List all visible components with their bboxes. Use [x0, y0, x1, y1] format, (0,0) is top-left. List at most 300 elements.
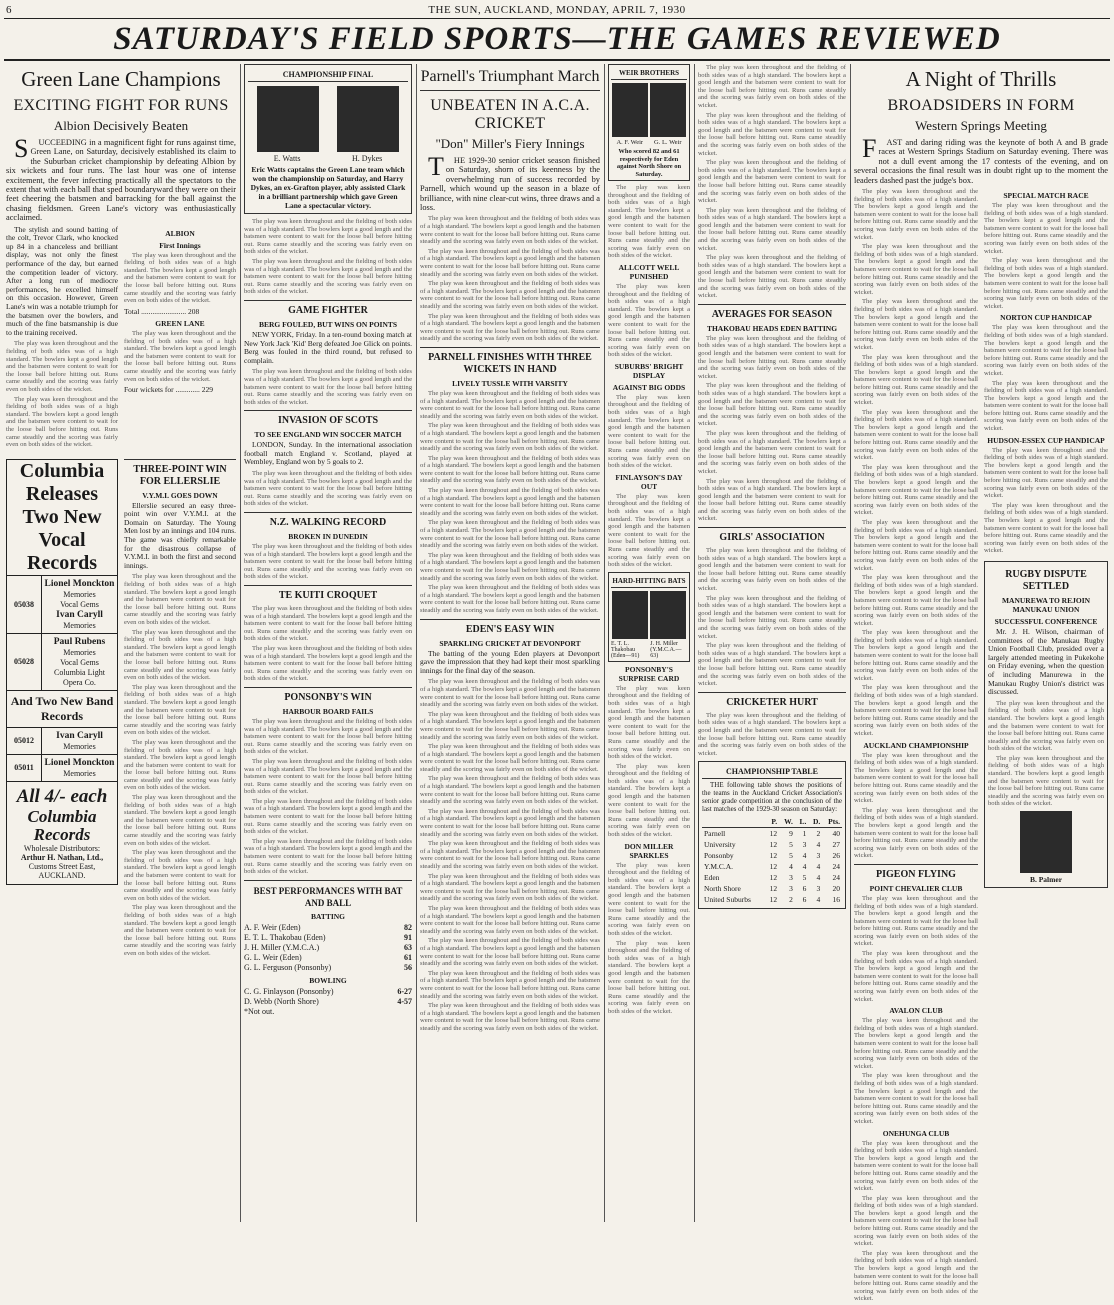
body-text: The play was keen throughout and the fielding of both sides was of a high standard. The bowlers kept a good length and the batsmen were content to wait for the loose ball before hitting out. Runs came steadily and the scoring was fairly even on both sides of the wicket.	[608, 492, 690, 569]
table-row	[702, 872, 842, 883]
table-cell: 4	[802, 851, 807, 861]
table-cell: 6	[802, 895, 807, 905]
photo-thakobau	[612, 591, 648, 639]
record-number: 05028	[7, 634, 42, 690]
body-text: The play was keen throughout and the fielding of both sides was of a high standard. The bowlers kept a good length and the batsmen were content to wait for the loose ball before hitting out. Runs came steadily and the scoring was fairly even on both sides of the wicket.	[698, 547, 846, 593]
body-text: The play was keen throughout and the fielding of both sides was of a high standard. The bowlers kept a good length and the batsmen were content to wait for the loose ball before hitting out. Runs came steadily and the scoring was fairly even on both sides of the wicket.	[608, 939, 690, 1015]
body-text: The play was keen throughout and the fielding of both sides was of a high standard. The bowlers kept a good length and the batsmen were content to wait for the loose ball before hitting out. Runs came steadily and the scoring was fairly even on both sides of the wicket.	[854, 353, 978, 407]
parnell-finish-headline: PARNELL FINISHES WITH THREE WICKETS IN HAND	[428, 351, 592, 375]
body-text: The play was keen throughout and the fielding of both sides was of a high standard. The bowlers kept a good length and the batsmen were content to wait for the loose ball before hitting out. Runs came steadily and the scoring was fairly even on both sides of the wicket.	[854, 684, 978, 737]
performance-score: 91	[404, 932, 412, 942]
body-text: The play was keen throughout and the fielding of both sides was of a high standard. The bowlers kept a good length and the batsmen were content to wait for the loose ball before hitting out. Runs came steadily and the scoring was fairly even on both sides of the wicket.	[698, 594, 846, 640]
race-special-match: SPECIAL MATCH RACE	[1003, 191, 1089, 201]
ad-price: All 4/- each	[16, 785, 108, 807]
record-subtitle: Vocal Gems	[60, 599, 99, 609]
performance-name: C. G. Finlayson (Ponsonby)	[244, 986, 334, 996]
body-text: The play was keen throughout and the fielding of both sides was of a high standard. The bowlers kept a good length and the batsmen were content to wait for the loose ball before hitting out. Runs came steadily and the scoring was fairly even on both sides of the wicket.	[420, 678, 600, 709]
body-text: The play was keen throughout and the fielding of both sides was of a high standard. The bowlers kept a good length and the batsmen were content to wait for the loose ball before hitting out. Runs came steadily and the scoring was fairly even on both sides of the wicket.	[854, 463, 978, 517]
albion-total: Total ........................ 208	[124, 306, 200, 316]
albion-score-head: ALBION	[165, 228, 195, 238]
performance-score: 4-57	[397, 996, 412, 1006]
column-green-lane	[6, 64, 236, 1222]
record-performer: Opera Co.	[63, 677, 96, 687]
body-text: The play was keen throughout and the fielding of both sides was of a high standard. The bowlers kept a good length and the batsmen were content to wait for the loose ball before hitting out. Runs came steadily and the scoring was fairly even on both sides of the wicket.	[420, 1002, 600, 1032]
record-title: Memories	[63, 620, 96, 630]
record-number: 05012	[7, 728, 42, 754]
berg-body: NEW YORK, Friday. In a ten-round boxing match at New York Jack 'Kid' Berg defeated Joe Glick on points. Berg was fouled in the third round, but refused to complain.	[244, 329, 412, 365]
body-text: The play was keen throughout and the fielding of both sides was of a high standard. The bowlers kept a good length and the batsmen were content to wait for the loose ball before hitting out. Runs came steadily and the scoring was fairly even on both sides of the wicket.	[854, 1249, 978, 1303]
table-row	[702, 828, 842, 840]
body-text: The play was keen throughout and the fielding of both sides was of a high standard. The bowlers kept a good length and the batsmen were content to wait for the loose ball before hitting out. Runs came steadily and the scoring was fairly even on both sides of the wicket.	[854, 408, 978, 462]
rugby-subhead: MANUREWA TO REJOIN MANUKAU UNION	[1001, 595, 1091, 614]
performance-score: 61	[404, 952, 412, 962]
ponsonby-card-headline: PONSONBY'S SURPRISE CARD	[618, 664, 680, 683]
body-text: The play was keen throughout and the fielding of both sides was of a high standard. The bowlers kept a good length and the batsmen were content to wait for the loose ball before hitting out. Runs came steadily and the scoring was fairly even on both sides of the wicket.	[244, 605, 412, 643]
ad-brand-footer-records: Records	[33, 824, 91, 844]
parnell-lead: THE 1929-30 senior cricket season finished on Saturday, shorn of its keenness by the overwhelming run of success recorded by Parnell, which wound up the season in a blaze of brilliance, with nine clear-cut wins, three draws and a loss.	[420, 152, 600, 213]
body-text: The play was keen throughout and the fielding of both sides was of a high standard. The bowlers kept a good length and the batsmen were content to wait for the loose ball before hitting out. Runs came steadily and the scoring was fairly even on both sides of the wicket.	[698, 206, 846, 252]
body-text: The play was keen throughout and the fielding of both sides was of a high standard. The bowlers kept a good length and the batsmen were content to wait for the loose ball before hitting out. Runs came steadily and the scoring was fairly even on both sides of the wicket.	[244, 717, 412, 756]
body-text: The play was keen throughout and the fielding of both sides was of a high standard. The bowlers kept a good length and the batsmen were content to wait for the loose ball before hitting out. Runs came steadily and the scoring was fairly even on both sides of the wicket.	[698, 642, 846, 688]
body-text: The play was keen throughout and the fielding of both sides was of a high standard. The bowlers kept a good length and the batsmen were content to wait for the loose ball before hitting out. Runs came steadily and the scoring was fairly even on both sides of the wicket.	[124, 251, 236, 305]
table-cell: 2	[816, 829, 821, 839]
ponsonby-subhead: HARBOUR BOARD FAILS	[282, 706, 374, 716]
body-text: The play was keen throughout and the fielding of both sides was of a high standard. The bowlers kept a good length and the batsmen were content to wait for the loose ball before hitting out. Runs came steadily and the scoring was fairly even on both sides of the wicket.	[124, 904, 236, 957]
berg-subhead: BERG FOULED, BUT WINS ON POINTS	[258, 319, 398, 329]
body-text: The play was keen throughout and the fielding of both sides was of a high standard. The bowlers kept a good length and the batsmen were content to wait for the loose ball before hitting out. Runs came steadily and the scoring was fairly even on both sides of the wicket.	[244, 470, 412, 508]
body-text: The play was keen throughout and the fielding of both sides was of a high standard. The bowlers kept a good length and the batsmen were content to wait for the loose ball before hitting out. Runs came steadily and the scoring was fairly even on both sides of the wicket.	[6, 395, 118, 449]
body-text: The play was keen throughout and the fielding of both sides was of a high standard. The bowlers kept a good length and the batsmen were content to wait for the loose ball before hitting out. Runs came steadily and the scoring was fairly even on both sides of the wicket.	[420, 519, 600, 550]
table-header-cell: W.	[779, 816, 795, 828]
body-text: The play was keen throughout and the fielding of both sides was of a high standard. The bowlers kept a good length and the batsmen were content to wait for the loose ball before hitting out. Runs came steadily and the scoring was fairly even on both sides of the wicket.	[124, 738, 236, 792]
record-number: 05011	[7, 755, 42, 781]
table-cell: Eden	[704, 873, 720, 883]
ad-address: Customs Street East, AUCKLAND.	[28, 861, 96, 880]
berg-headline: GAME FIGHTER	[288, 304, 368, 316]
body-text: The play was keen throughout and the fielding of both sides was of a high standard. The bowlers kept a good length and the batsmen were content to wait for the loose ball before hitting out. Runs came steadily and the scoring was fairly even on both sides of the wicket.	[854, 894, 978, 948]
body-text: The play was keen throughout and the fielding of both sides was of a high standard. The bowlers kept a good length and the batsmen were content to wait for the loose ball before hitting out. Runs came steadily and the scoring was fairly even on both sides of the wicket.	[420, 487, 600, 517]
body-text: The play was keen throughout and the fielding of both sides was of a high standard. The bowlers kept a good length and the batsmen were content to wait for the loose ball before hitting out. Runs came steadily and the scoring was fairly even on both sides of the wicket.	[698, 429, 846, 475]
body-text: The play was keen throughout and the fielding of both sides was of a high standard. The bowlers kept a good length and the batsmen were content to wait for the loose ball before hitting out. Runs came steadily and the scoring was fairly even on both sides of the wicket.	[420, 937, 600, 968]
green-lane-headline: Green Lane Champions	[21, 67, 221, 91]
table-cell: Parnell	[704, 829, 726, 839]
body-text: The play was keen throughout and the fielding of both sides was of a high standard. The bowlers kept a good length and the batsmen were content to wait for the loose ball before hitting out. Runs came steadily and the scoring was fairly even on both sides of the wicket.	[420, 872, 600, 903]
rugby-headline: RUGBY DISPUTE SETTLED	[1005, 568, 1087, 592]
body-text: The play was keen throughout and the fielding of both sides was of a high standard. The bowlers kept a good length and the batsmen were content to wait for the loose ball before hitting out. Runs came steadily and the scoring was fairly even on both sides of the wicket.	[420, 247, 600, 278]
hard-hitting-title: HARD-HITTING BATS	[611, 575, 687, 588]
column-weir	[608, 64, 690, 1222]
speedway-lead: FAST and daring riding was the keynote of both A and B grade races at Western Springs Stadium on Saturday evening. There was not a dull event among the 17 contests of the evening, and on several occasions the final result was in doubt right up to the moment the leaders dashed past the judge's box.	[854, 134, 1108, 185]
body-text: The play was keen throughout and the fielding of both sides was of a high standard. The bowlers kept a good length and the batsmen were content to wait for the loose ball before hitting out. Runs came steadily and the scoring was fairly even on both sides of the wicket.	[420, 840, 600, 870]
batting-list	[244, 923, 412, 973]
ad-distributor-label: Wholesale Distributors:	[23, 843, 101, 853]
weir-photo-box	[608, 64, 690, 181]
body-text: The play was keen throughout and the fielding of both sides was of a high standard. The bowlers kept a good length and the batsmen were content to wait for the loose ball before hitting out. Runs came steadily and the scoring was fairly even on both sides of the wicket.	[124, 628, 236, 682]
body-text: The play was keen throughout and the fielding of both sides was of a high standard. The bowlers kept a good length and the batsmen were content to wait for the loose ball before hitting out. Runs came steadily and the scoring was fairly even on both sides of the wicket.	[984, 324, 1108, 377]
table-cell: 12	[769, 829, 778, 839]
table-row	[702, 839, 842, 850]
ad-distributor: Arthur H. Nathan, Ltd.,	[20, 852, 104, 862]
photo-label-left: E. Watts	[273, 154, 301, 163]
body-text: The play was keen throughout and the fielding of both sides was of a high standard. The bowlers kept a good length and the batsmen were content to wait for the loose ball before hitting out. Runs came steadily and the scoring was fairly even on both sides of the wicket.	[988, 699, 1104, 753]
performance-name: E. T. L. Thakobau (Eden)	[244, 932, 326, 942]
body-text: The play was keen throughout and the fielding of both sides was of a high standard. The bowlers kept a good length and the batsmen were content to wait for the loose ball before hitting out. Runs came steadily and the scoring was fairly even on both sides of the wicket.	[854, 243, 978, 296]
body-text: The play was keen throughout and the fielding of both sides was of a high standard. The bowlers kept a good length and the batsmen were content to wait for the loose ball before hitting out. Runs came steadily and the scoring was fairly even on both sides of the wicket.	[420, 584, 600, 614]
table-cell: 3	[789, 873, 793, 883]
body-text: The play was keen throughout and the fielding of both sides was of a high standard. The bowlers kept a good length and the batsmen were content to wait for the loose ball before hitting out. Runs came steadily and the scoring was fairly even on both sides of the wicket.	[244, 218, 412, 256]
columbia-records-ad	[6, 459, 118, 885]
body-text: The play was keen throughout and the fielding of both sides was of a high standard. The bowlers kept a good length and the batsmen were content to wait for the loose ball before hitting out. Runs came steadily and the scoring was fairly even on both sides of the wicket.	[244, 257, 412, 296]
body-text: The play was keen throughout and the fielding of both sides was of a high standard. The bowlers kept a good length and the batsmen were content to wait for the loose ball before hitting out. Runs came steadily and the scoring was fairly even on both sides of the wicket.	[124, 794, 236, 847]
green-lane-body: The stylish and sound batting of the colt, Trevor Clark, who knocked up 84 in a chanceless and brilliant display, was not only the finest performance of the day, but earned the competition leader of victory. After a long run of mediocre performances, he excelled himself on this occasion. However, Green Lane's win was a notable triumph for the batsmen over the bowlers, and much of the fine batsmanship is due to the training received.	[6, 224, 118, 337]
rugby-deck: SUCCESSFUL CONFERENCE	[994, 616, 1098, 626]
body-text: The play was keen throughout and the fielding of both sides was of a high standard. The bowlers kept a good length and the batsmen were content to wait for the loose ball before hitting out. Runs came steadily and the scoring was fairly even on both sides of the wicket.	[420, 969, 600, 1000]
performance-row	[244, 963, 412, 973]
table-cell: 12	[769, 873, 778, 883]
table-cell: 12	[769, 884, 778, 894]
table-row	[702, 850, 842, 861]
table-cell: 9	[789, 829, 793, 839]
ad-band-title: And Two New Band Records	[7, 690, 117, 727]
performance-score: 63	[404, 942, 412, 952]
pigeon-subhead: POINT CHEVALIER CLUB	[869, 883, 963, 893]
body-text: The play was keen throughout and the fielding of both sides was of a high standard. The bowlers kept a good length and the batsmen were content to wait for the loose ball before hitting out. Runs came steadily and the scoring was fairly even on both sides of the wicket.	[984, 202, 1108, 255]
photo-watts	[257, 86, 319, 152]
allcott-headline: ALLCOTT WELL PUNISHED	[618, 262, 680, 281]
photo-label-right: H. Dykes	[352, 154, 383, 163]
body-text: The play was keen throughout and the fielding of both sides was of a high standard. The bowlers kept a good length and the batsmen were content to wait for the loose ball before hitting out. Runs came steadily and the scoring was fairly even on both sides of the wicket.	[854, 950, 978, 1003]
body-text: The play was keen throughout and the fielding of both sides was of a high standard. The bowlers kept a good length and the batsmen were content to wait for the loose ball before hitting out. Runs came steadily and the scoring was fairly even on both sides of the wicket.	[984, 501, 1108, 555]
table-cell: 6	[802, 884, 807, 894]
performance-name: G. L. Weir (Eden)	[244, 952, 302, 962]
not-out-note: *Not out.	[244, 1006, 275, 1016]
photo-label-left: E. T. L. Thakobau (Eden—91)	[611, 640, 640, 659]
walking-subhead: BROKEN IN DUNEDIN	[288, 532, 368, 542]
body-text: The play was keen throughout and the fielding of both sides was of a high standard. The bowlers kept a good length and the batsmen were content to wait for the loose ball before hitting out. Runs came steadily and the scoring was fairly even on both sides of the wicket.	[854, 1017, 978, 1070]
masthead-line: THE SUN, AUCKLAND, MONDAY, APRIL 7, 1930	[428, 4, 686, 16]
table-cell: 26	[832, 851, 840, 861]
parnell-deck: "Don" Miller's Fiery Innings	[435, 136, 585, 151]
averages-headline: AVERAGES FOR SEASON	[711, 308, 833, 320]
photo-gl-weir	[650, 83, 686, 137]
table-header-cell: Pts.	[822, 816, 842, 828]
body-text: The play was keen throughout and the fielding of both sides was of a high standard. The bowlers kept a good length and the batsmen were content to wait for the loose ball before hitting out. Runs came steadily and the scoring was fairly even on both sides of the wicket.	[420, 312, 600, 343]
ponsonby-headline: PONSONBY'S WIN	[284, 691, 372, 703]
column-speedway	[854, 64, 1108, 1303]
table-cell: 1	[802, 829, 807, 839]
championship-table-title: CHAMPIONSHIP TABLE	[702, 765, 842, 779]
race-auckland-championship: AUCKLAND CHAMPIONSHIP	[863, 740, 969, 750]
table-cell: 5	[789, 851, 793, 861]
championship-box-title: CHAMPIONSHIP FINAL	[248, 68, 408, 82]
championship-table-box	[698, 761, 846, 909]
performance-score: 82	[404, 922, 412, 932]
record-title: Memories	[63, 768, 96, 778]
table-cell: 12	[769, 840, 778, 850]
body-text: The play was keen throughout and the fielding of both sides was of a high standard. The bowlers kept a good length and the batsmen were content to wait for the loose ball before hitting out. Runs came steadily and the scoring was fairly even on both sides of the wicket.	[984, 446, 1108, 500]
ad-line2: Two New	[22, 505, 102, 528]
eden-subhead: SPARKLING CRICKET AT DEVONPORT	[439, 638, 581, 648]
performance-name: A. F. Weir (Eden)	[244, 922, 301, 932]
ad-line3: Vocal	[38, 528, 86, 551]
body-text: The play was keen throughout and the fielding of both sides was of a high standard. The bowlers kept a good length and the batsmen were content to wait for the loose ball before hitting out. Runs came steadily and the scoring was fairly even on both sides of the wicket.	[608, 184, 690, 260]
parnell-finish-subhead: LIVELY TUSSLE WITH VARSITY	[452, 378, 568, 388]
ad-record	[7, 754, 117, 781]
photo-label-left: A. F. Weir	[616, 139, 644, 146]
race-norton-cup: NORTON CUP HANDICAP	[1000, 313, 1092, 323]
weir-caption: Who scored 82 and 61 respectively for Eden against North Shore on Saturday.	[616, 148, 682, 178]
scots-body: LONDON, Sunday. In the international association football match England v. Scotland, played at Wembley, England won by 5 goals to 2.	[244, 440, 412, 467]
performance-name: J. H. Miller (Y.M.C.A.)	[244, 942, 320, 952]
suburbs-subhead: AGAINST BIG ODDS	[612, 382, 686, 392]
body-text: The play was keen throughout and the fielding of both sides was of a high standard. The bowlers kept a good length and the batsmen were content to wait for the loose ball before hitting out. Runs came steadily and the scoring was fairly even on both sides of the wicket.	[698, 334, 846, 380]
body-text: The play was keen throughout and the fielding of both sides was of a high standard. The bowlers kept a good length and the batsmen were content to wait for the loose ball before hitting out. Runs came steadily and the scoring was fairly even on both sides of the wicket.	[124, 330, 236, 383]
photo-af-weir	[612, 83, 648, 137]
record-title: Memories	[63, 741, 96, 751]
table-cell: 3	[789, 884, 793, 894]
performance-name: G. L. Ferguson (Ponsonby)	[244, 962, 332, 972]
body-text: The play was keen throughout and the fielding of both sides was of a high standard. The bowlers kept a good length and the batsmen were content to wait for the loose ball before hitting out. Runs came steadily and the scoring was fairly even on both sides of the wicket.	[698, 111, 846, 157]
body-text: The play was keen throughout and the fielding of both sides was of a high standard. The bowlers kept a good length and the batsmen were content to wait for the loose ball before hitting out. Runs came steadily and the scoring was fairly even on both sides of the wicket.	[608, 762, 690, 839]
record-composer: Ivan Caryll	[56, 609, 103, 620]
body-text: The play was keen throughout and the fielding of both sides was of a high standard. The bowlers kept a good length and the batsmen were content to wait for the loose ball before hitting out. Runs came steadily and the scoring was fairly even on both sides of the wicket.	[420, 454, 600, 485]
table-cell: 4	[802, 862, 807, 872]
body-text: The play was keen throughout and the fielding of both sides was of a high standard. The bowlers kept a good length and the batsmen were content to wait for the loose ball before hitting out. Runs came steadily and the scoring was fairly even on both sides of the wicket.	[854, 806, 978, 860]
body-text: The play was keen throughout and the fielding of both sides was of a high standard. The bowlers kept a good length and the batsmen were content to wait for the loose ball before hitting out. Runs came steadily and the scoring was fairly even on both sides of the wicket.	[124, 683, 236, 737]
suburbs-headline: SUBURBS' BRIGHT DISPLAY	[614, 361, 684, 380]
cricketer-hurt-headline: CRICKETER HURT	[726, 696, 818, 708]
albion-score-sub: First Innings	[159, 240, 201, 250]
body-text: The play was keen throughout and the fielding of both sides was of a high standard. The bowlers kept a good length and the batsmen were content to wait for the loose ball before hitting out. Runs came steadily and the scoring was fairly even on both sides of the wicket.	[698, 382, 846, 428]
body-text: The play was keen throughout and the fielding of both sides was of a high standard. The bowlers kept a good length and the batsmen were content to wait for the loose ball before hitting out. Runs came steadily and the scoring was fairly even on both sides of the wicket.	[6, 340, 118, 393]
speedway-headline: A Night of Thrills	[905, 67, 1057, 91]
body-text: The play was keen throughout and the fielding of both sides was of a high standard. The bowlers kept a good length and the batsmen were content to wait for the loose ball before hitting out. Runs came steadily and the scoring was fairly even on both sides of the wicket.	[420, 215, 600, 246]
table-cell: 5	[789, 840, 793, 850]
body-text: The play was keen throughout and the fielding of both sides was of a high standard. The bowlers kept a good length and the batsmen were content to wait for the loose ball before hitting out. Runs came steadily and the scoring was fairly even on both sides of the wicket.	[854, 518, 978, 572]
green-lane-total: Four wickets for ............. 229	[124, 385, 213, 395]
body-text: The play was keen throughout and the fielding of both sides was of a high standard. The bowlers kept a good length and the batsmen were content to wait for the loose ball before hitting out. Runs came steadily and the scoring was fairly even on both sides of the wicket.	[854, 629, 978, 682]
table-header-cell: P.	[765, 816, 779, 828]
body-text: The play was keen throughout and the fielding of both sides was of a high standard. The bowlers kept a good length and the batsmen were content to wait for the loose ball before hitting out. Runs came steadily and the scoring was fairly even on both sides of the wicket.	[420, 743, 600, 773]
table-cell: 27	[832, 840, 840, 850]
photo-dykes	[337, 86, 399, 152]
bowling-list	[244, 987, 412, 1007]
table-row	[702, 894, 842, 905]
performance-row	[244, 987, 412, 997]
table-cell: 3	[816, 884, 821, 894]
table-cell: 40	[832, 829, 840, 839]
table-row	[702, 883, 842, 894]
championship-table	[702, 816, 842, 905]
race-hudson-essex: HUDSON-ESSEX CUP HANDICAP	[987, 435, 1105, 445]
body-text: The play was keen throughout and the fielding of both sides was of a high standard. The bowlers kept a good length and the batsmen were content to wait for the loose ball before hitting out. Runs came steadily and the scoring was fairly even on both sides of the wicket.	[988, 754, 1104, 808]
speedway-subhead: BROADSIDERS IN FORM	[887, 97, 1075, 114]
onehunga-headline: ONEHUNGA CLUB	[882, 1128, 950, 1138]
ad-line4: Records	[27, 551, 97, 574]
body-text: The play was keen throughout and the fielding of both sides was of a high standard. The bowlers kept a good length and the batsmen were content to wait for the loose ball before hitting out. Runs came steadily and the scoring was fairly even on both sides of the wicket.	[608, 393, 690, 470]
green-lane-deck: Albion Decisively Beaten	[53, 118, 189, 133]
walking-headline: N.Z. WALKING RECORD	[269, 517, 387, 529]
record-title: Memories	[63, 647, 96, 657]
table-cell: 4	[816, 895, 821, 905]
ad-brand-footer: Columbia	[27, 806, 97, 826]
pigeon-headline: PIGEON FLYING	[876, 868, 956, 880]
body-text: The play was keen throughout and the fielding of both sides was of a high standard. The bowlers kept a good length and the batsmen were content to wait for the loose ball before hitting out. Runs came steadily and the scoring was fairly even on both sides of the wicket.	[608, 282, 690, 359]
record-composer: Lionel Monckton	[44, 757, 115, 768]
table-cell: Ponsonby	[704, 851, 734, 861]
averages-subhead: THAKOBAU HEADS EDEN BATTING	[706, 323, 838, 333]
photo-label-right: G. L. Weir	[654, 139, 682, 146]
record-composer: Lionel Monckton	[44, 578, 115, 589]
body-text: The play was keen throughout and the fielding of both sides was of a high standard. The bowlers kept a good length and the batsmen were content to wait for the loose ball before hitting out. Runs came steadily and the scoring was fairly even on both sides of the wicket.	[244, 368, 412, 406]
performance-name: D. Webb (North Shore)	[244, 996, 319, 1006]
eden-body: The batting of the young Eden players at Devonport gave the impression that they had kept their most sparkling innings for the final day of the season.	[420, 648, 600, 675]
body-text: The play was keen throughout and the fielding of both sides was of a high standard. The bowlers kept a good length and the batsmen were content to wait for the loose ball before hitting out. Runs came steadily and the scoring was fairly even on both sides of the wicket.	[854, 1194, 978, 1248]
weir-box-title: WEIR BROTHERS	[611, 67, 687, 80]
hard-hitting-photo-box	[608, 572, 690, 662]
record-composer: Paul Rubens	[53, 636, 106, 647]
table-header-cell	[702, 816, 765, 828]
green-lane-subhead: EXCITING FIGHT FOR RUNS	[13, 97, 229, 114]
table-cell: 4	[816, 840, 821, 850]
performance-score: 56	[404, 962, 412, 972]
body-text: The play was keen throughout and the fielding of both sides was of a high standard. The bowlers kept a good length and the batsmen were content to wait for the loose ball before hitting out. Runs came steadily and the scoring was fairly even on both sides of the wicket.	[698, 159, 846, 205]
girls-association-headline: GIRLS' ASSOCIATION	[719, 532, 825, 544]
ellerslie-body: Ellerslie secured an easy three-point win over V.Y.M.I. at the Domain on Saturday. The Young Men lost by an innings and 104 runs. The game was chiefly remarkable for the disastrous collapse of V.Y.M.I. in both the first and second innings.	[124, 500, 236, 570]
scots-subhead: TO SEE ENGLAND WIN SOCCER MATCH	[254, 430, 402, 440]
ad-brand: Columbia	[19, 459, 105, 482]
table-cell: 12	[769, 851, 778, 861]
body-text: The play was keen throughout and the fielding of both sides was of a high standard. The bowlers kept a good length and the batsmen were content to wait for the loose ball before hitting out. Runs came steadily and the scoring was fairly even on both sides of the wicket.	[608, 861, 690, 937]
don-miller-headline: DON MILLER SPARKLES	[624, 841, 674, 860]
green-lane-score-head: GREEN LANE	[155, 319, 205, 329]
body-text: The play was keen throughout and the fielding of both sides was of a high standard. The bowlers kept a good length and the batsmen were content to wait for the loose ball before hitting out. Runs came steadily and the scoring was fairly even on both sides of the wicket.	[244, 543, 412, 581]
body-text: The play was keen throughout and the fielding of both sides was of a high standard. The bowlers kept a good length and the batsmen were content to wait for the loose ball before hitting out. Runs came steadily and the scoring was fairly even on both sides of the wicket.	[420, 710, 600, 741]
table-cell: 5	[802, 873, 807, 883]
performance-row	[244, 923, 412, 933]
table-header-cell: D.	[808, 816, 822, 828]
rugby-body: Mr. J. H. Wilson, chairman of committees of the Manukau Rugby Union Football Club, presided over a largely attended meeting in Pukekohe on Friday evening, when the question of including Manurewa in the Manukau Rugby Union's district was discussed.	[988, 626, 1104, 697]
table-cell: 3	[802, 840, 807, 850]
column-rule	[850, 64, 851, 1222]
championship-caption: Eric Watts captains the Green Lane team which won the championship on Saturday, and Harry Dykes, an ex-Grafton player, ably assisted Clark in a brilliant partnership which gave Green Lane a spectacular victory.	[250, 165, 406, 210]
body-text: The play was keen throughout and the fielding of both sides was of a high standard. The bowlers kept a good length and the batsmen were content to wait for the loose ball before hitting out. Runs came steadily and the scoring was fairly even on both sides of the wicket.	[124, 573, 236, 626]
page-number: 6	[6, 4, 12, 16]
column-parnell	[420, 64, 600, 1222]
ad-record	[7, 727, 117, 754]
ad-line1: Releases	[25, 482, 99, 505]
body-text: The play was keen throughout and the fielding of both sides was of a high standard. The bowlers kept a good length and the batsmen were content to wait for the loose ball before hitting out. Runs came steadily and the scoring was fairly even on both sides of the wicket.	[420, 807, 600, 838]
body-text: The play was keen throughout and the fielding of both sides was of a high standard. The bowlers kept a good length and the batsmen were content to wait for the loose ball before hitting out. Runs came steadily and the scoring was fairly even on both sides of the wicket.	[124, 849, 236, 902]
performance-score: 6-27	[397, 986, 412, 996]
column-championship	[244, 64, 412, 1222]
scots-headline: INVASION OF SCOTS	[277, 415, 379, 427]
body-text: The play was keen throughout and the fielding of both sides was of a high standard. The bowlers kept a good length and the batsmen were content to wait for the loose ball before hitting out. Runs came steadily and the scoring was fairly even on both sides of the wicket.	[420, 280, 600, 310]
table-row	[702, 861, 842, 872]
photo-miller	[650, 591, 686, 639]
body-text: The play was keen throughout and the fielding of both sides was of a high standard. The bowlers kept a good length and the batsmen were content to wait for the loose ball before hitting out. Runs came steadily and the scoring was fairly even on both sides of the wicket.	[984, 379, 1108, 433]
performance-row	[244, 997, 412, 1007]
bowling-label: BOWLING	[309, 975, 347, 985]
table-cell: 12	[769, 862, 778, 872]
finlayson-headline: FINLAYSON'S DAY OUT	[615, 472, 683, 491]
body-text: The play was keen throughout and the fielding of both sides was of a high standard. The bowlers kept a good length and the batsmen were content to wait for the loose ball before hitting out. Runs came steadily and the scoring was fairly even on both sides of the wicket.	[420, 422, 600, 453]
ad-record	[7, 575, 117, 633]
column-rule	[416, 64, 417, 1222]
column-rule	[694, 64, 695, 1222]
table-cell: 16	[832, 895, 840, 905]
parnell-headline: Parnell's Triumphant March	[420, 68, 600, 85]
body-text: The play was keen throughout and the fielding of both sides was of a high standard. The bowlers kept a good length and the batsmen were content to wait for the loose ball before hitting out. Runs came steadily and the scoring was fairly even on both sides of the wicket.	[854, 1072, 978, 1125]
best-performances-headline: BEST PERFORMANCES WITH BAT AND BALL	[253, 885, 403, 908]
table-cell: 4	[816, 862, 821, 872]
table-cell: 20	[832, 884, 840, 894]
record-performer: Columbia Light	[54, 667, 105, 677]
body-text: The play was keen throughout and the fielding of both sides was of a high standard. The bowlers kept a good length and the batsmen were content to wait for the loose ball before hitting out. Runs came steadily and the scoring was fairly even on both sides of the wicket.	[698, 64, 846, 109]
column-rule	[240, 64, 241, 1222]
performance-row	[244, 933, 412, 943]
palmer-caption: B. Palmer	[1029, 875, 1063, 885]
record-composer: Ivan Caryll	[56, 730, 103, 741]
body-text: The play was keen throughout and the fielding of both sides was of a high standard. The bowlers kept a good length and the batsmen were content to wait for the loose ball before hitting out. Runs came steadily and the scoring was fairly even on both sides of the wicket.	[854, 188, 978, 241]
table-header-cell: L.	[795, 816, 808, 828]
body-text: The play was keen throughout and the fielding of both sides was of a high standard. The bowlers kept a good length and the batsmen were content to wait for the loose ball before hitting out. Runs came steadily and the scoring was fairly even on both sides of the wicket.	[420, 775, 600, 806]
record-title: Memories	[63, 589, 96, 599]
parnell-subhead: UNBEATEN IN A.C.A. CRICKET	[430, 97, 590, 132]
body-text: The play was keen throughout and the fielding of both sides was of a high standard. The bowlers kept a good length and the batsmen were content to wait for the loose ball before hitting out. Runs came steadily and the scoring was fairly even on both sides of the wicket.	[854, 298, 978, 351]
performance-row	[244, 953, 412, 963]
body-text: The play was keen throughout and the fielding of both sides was of a high standard. The bowlers kept a good length and the batsmen were content to wait for the loose ball before hitting out. Runs came steadily and the scoring was fairly even on both sides of the wicket.	[698, 477, 846, 523]
performance-row	[244, 943, 412, 953]
ad-record	[7, 633, 117, 690]
table-cell: 12	[769, 895, 778, 905]
table-cell: 3	[816, 851, 821, 861]
table-cell: North Shore	[704, 884, 741, 894]
column-rule	[604, 64, 605, 1222]
table-cell: 4	[816, 873, 821, 883]
table-cell: 2	[789, 895, 793, 905]
championship-photo-box	[244, 64, 412, 214]
table-cell: United Suburbs	[704, 895, 751, 905]
body-text: The play was keen throughout and the fielding of both sides was of a high standard. The bowlers kept a good length and the batsmen were content to wait for the loose ball before hitting out. Runs came steadily and the scoring was fairly even on both sides of the wicket.	[698, 254, 846, 300]
column-averages	[698, 64, 846, 1222]
body-text: The play was keen throughout and the fielding of both sides was of a high standard. The bowlers kept a good length and the batsmen were content to wait for the loose ball before hitting out. Runs came steadily and the scoring was fairly even on both sides of the wicket.	[608, 684, 690, 761]
record-subtitle: Vocal Gems	[60, 657, 99, 667]
body-text: The play was keen throughout and the fielding of both sides was of a high standard. The bowlers kept a good length and the batsmen were content to wait for the loose ball before hitting out. Runs came steadily and the scoring was fairly even on both sides of the wicket.	[854, 751, 978, 805]
table-cell: 4	[789, 862, 793, 872]
table-cell: 24	[832, 862, 840, 872]
table-cell: 24	[832, 873, 840, 883]
rugby-dispute-box	[984, 561, 1108, 888]
championship-table-intro: THE following table shows the positions of the teams in the Auckland Cricket Association's senior grade competition at the conclusion of the last matches of the 1929-30 season on Saturday:	[702, 781, 842, 814]
body-text: The play was keen throughout and the fielding of both sides was of a high standard. The bowlers kept a good length and the batsmen were content to wait for the loose ball before hitting out. Runs came steadily and the scoring was fairly even on both sides of the wicket.	[420, 904, 600, 935]
body-text: The play was keen throughout and the fielding of both sides was of a high standard. The bowlers kept a good length and the batsmen were content to wait for the loose ball before hitting out. Runs came steadily and the scoring was fairly even on both sides of the wicket.	[244, 644, 412, 683]
folio-line	[0, 2, 1114, 18]
speedway-deck: Western Springs Meeting	[915, 118, 1047, 133]
body-text: The play was keen throughout and the fielding of both sides was of a high standard. The bowlers kept a good length and the batsmen were content to wait for the loose ball before hitting out. Runs came steadily and the scoring was fairly even on both sides of the wicket.	[984, 257, 1108, 310]
green-lane-lead: SUCCEEDING in a magnificent fight for runs against time, Green Lane, on Saturday, decisively established its claim to the Suburban cricket championship by defeating Albion by six wickets and four runs. The last hour was one of intense excitement, the fever infecting practically all the spectators to the extent that with each ball that sped boundaryward they were on their feet cheering the batsmen and barracking for the ball against the chasing fieldsmen. Green Lane's victory was enthusiastically acclaimed.	[6, 134, 236, 223]
photo-palmer	[1020, 811, 1072, 873]
body-text: The play was keen throughout and the fielding of both sides was of a high standard. The bowlers kept a good length and the batsmen were content to wait for the loose ball before hitting out. Runs came steadily and the scoring was fairly even on both sides of the wicket.	[854, 574, 978, 627]
body-text: The play was keen throughout and the fielding of both sides was of a high standard. The bowlers kept a good length and the batsmen were content to wait for the loose ball before hitting out. Runs came steadily and the scoring was fairly even on both sides of the wicket.	[854, 1139, 978, 1193]
body-text: The play was keen throughout and the fielding of both sides was of a high standard. The bowlers kept a good length and the batsmen were content to wait for the loose ball before hitting out. Runs came steadily and the scoring was fairly even on both sides of the wicket.	[244, 797, 412, 836]
avalon-headline: AVALON CLUB	[889, 1006, 943, 1016]
croquet-headline: TE KUITI CROQUET	[278, 590, 378, 601]
body-text: The play was keen throughout and the fielding of both sides was of a high standard. The bowlers kept a good length and the batsmen were content to wait for the loose ball before hitting out. Runs came steadily and the scoring was fairly even on both sides of the wicket.	[244, 837, 412, 876]
page-banner: SATURDAY'S FIELD SPORTS—THE GAMES REVIEWED	[4, 18, 1110, 61]
body-text: The play was keen throughout and the fielding of both sides was of a high standard. The bowlers kept a good length and the batsmen were content to wait for the loose ball before hitting out. Runs came steadily and the scoring was fairly even on both sides of the wicket.	[420, 389, 600, 420]
record-number: 05038	[7, 576, 42, 633]
